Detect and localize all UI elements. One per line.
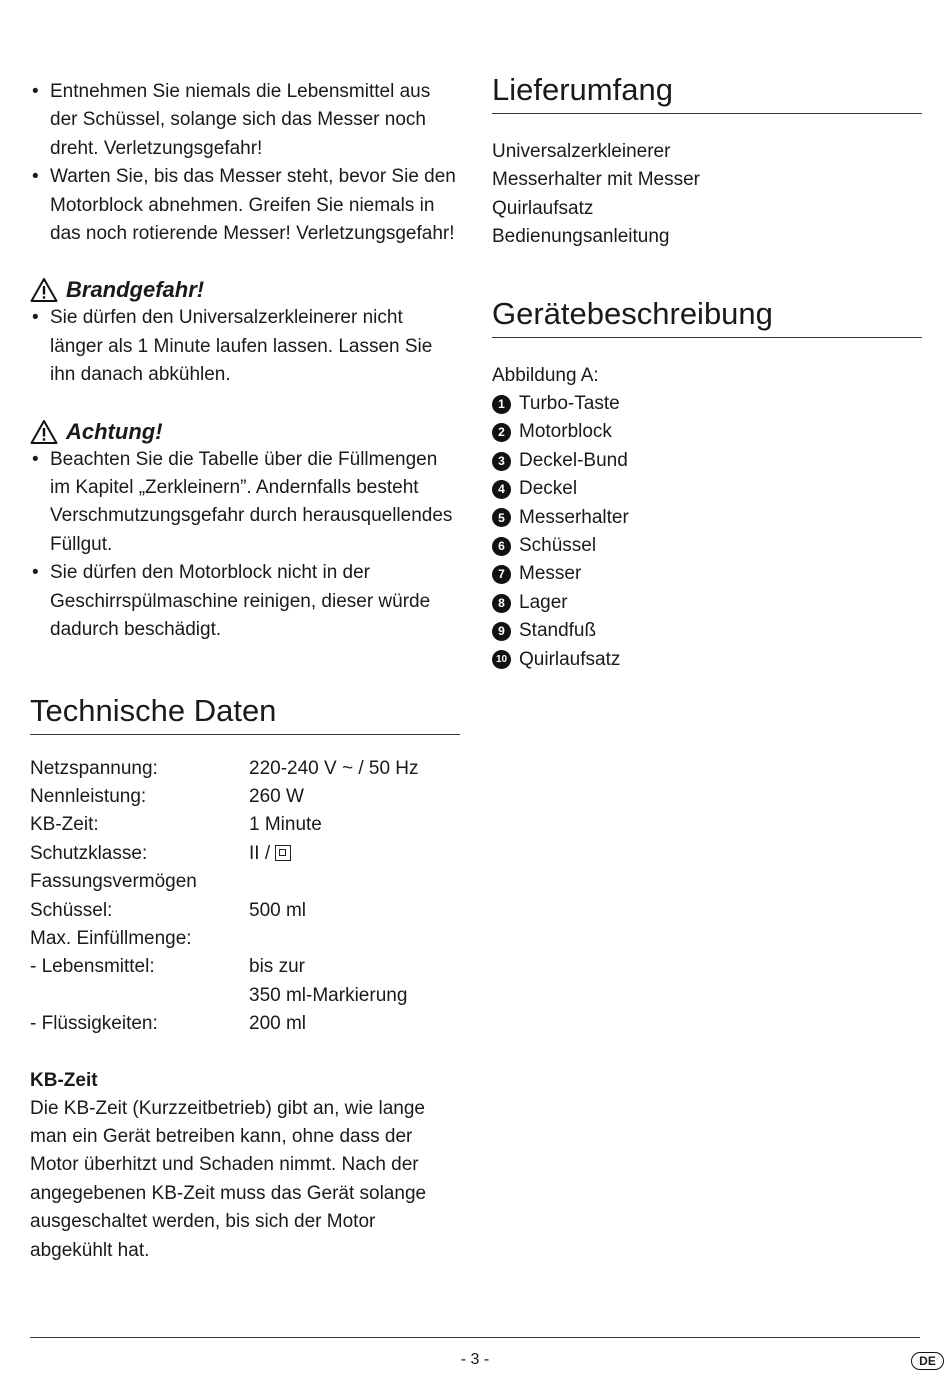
part-label: Schüssel	[519, 535, 597, 557]
number-badge-icon: 2	[492, 423, 511, 442]
list-item	[492, 418, 922, 446]
table-row	[30, 868, 419, 896]
list-item	[492, 447, 922, 475]
warning-title: Achtung!	[66, 418, 163, 444]
list-item	[492, 646, 922, 674]
section-heading-geraetebeschreibung: Gerätebeschreibung	[492, 294, 922, 338]
table-row	[30, 953, 419, 981]
bullet-item: • Warten Sie, bis das Messer steht, bevor Sie den Motorblock abnehmen. Greifen Sie niemals in das noch rotierende Messer! Verletzungsgefahr!	[30, 163, 460, 248]
list-item	[492, 560, 922, 588]
list-item	[492, 532, 922, 560]
spec-key: - Flüssigkeiten:	[30, 1013, 158, 1035]
table-row	[30, 1010, 419, 1038]
list-item: Bedienungsanleitung	[492, 226, 670, 248]
list-item	[492, 504, 922, 532]
achtung-heading	[30, 418, 460, 446]
number-badge-icon: 3	[492, 452, 511, 471]
table-row	[30, 755, 419, 783]
safety-bullets-top	[30, 78, 460, 248]
spec-value: 350 ml-Markierung	[249, 984, 408, 1006]
figure-intro: Abbildung A:	[492, 364, 599, 386]
brand-bullets	[30, 304, 460, 389]
bullet-item: • Sie dürfen den Universalzerkleinerer nicht länger als 1 Minute laufen lassen. Lassen Sie ihn danach abkühlen.	[30, 304, 460, 389]
kb-zeit-heading: KB-Zeit	[30, 1069, 98, 1091]
number-badge-icon: 1	[492, 395, 511, 414]
spec-value	[249, 868, 419, 896]
tech-specs-table	[30, 755, 419, 1039]
protection-class-ii-icon	[275, 845, 291, 861]
number-badge-icon: 9	[492, 622, 511, 641]
spec-key: Fassungsvermögen	[30, 871, 197, 893]
number-badge-icon: 8	[492, 594, 511, 613]
warning-triangle-icon	[30, 419, 58, 445]
table-row	[30, 925, 419, 953]
spec-key: Schüssel:	[30, 899, 113, 921]
table-row	[30, 897, 419, 925]
spec-key: KB-Zeit:	[30, 814, 99, 836]
part-label: Messer	[519, 563, 582, 585]
language-badge: DE	[911, 1352, 944, 1370]
right-column	[492, 70, 922, 674]
part-label: Motorblock	[519, 421, 612, 443]
list-item: Universalzerkleinerer	[492, 141, 671, 162]
part-label: Quirlaufsatz	[519, 648, 621, 670]
section-heading-lieferumfang: Lieferumfang	[492, 70, 922, 114]
warning-title: Brandgefahr!	[66, 277, 205, 303]
spec-value	[249, 925, 419, 953]
list-item	[492, 475, 922, 503]
achtung-bullets	[30, 446, 460, 645]
spec-value: 200 ml	[249, 1013, 307, 1035]
spec-key: Netzspannung:	[30, 757, 158, 779]
bullet-item: • Sie dürfen den Motorblock nicht in der Geschirrspülmaschine reinigen, dieser würde dadurch beschädigt.	[30, 559, 460, 644]
left-column	[30, 78, 460, 1265]
part-label: Turbo-Taste	[519, 393, 620, 415]
table-row	[30, 783, 419, 811]
spec-key: - Lebensmittel:	[30, 956, 155, 978]
kb-zeit-text: Die KB-Zeit (Kurzzeitbetrieb) gibt an, wie lange man ein Gerät betreiben kann, ohne dass der Motor überhitzt und Schaden nimmt. Nach der angegebenen KB-Zeit muss das Gerät solange ausgeschaltet werden, bis sich der Motor abgekühlt hat.	[30, 1097, 427, 1261]
section-heading-technische-daten: Technische Daten	[30, 691, 460, 735]
table-row	[30, 811, 419, 839]
number-badge-icon: 10	[492, 650, 511, 669]
table-row	[30, 982, 419, 1010]
list-item	[492, 390, 922, 418]
spec-key	[30, 982, 249, 1010]
part-label: Deckel	[519, 478, 578, 500]
spec-value: 220-240 V ~ / 50 Hz	[249, 757, 419, 779]
list-item: Quirlaufsatz	[492, 197, 594, 219]
spec-value: 1 Minute	[249, 814, 322, 836]
footer-divider	[30, 1337, 920, 1338]
warning-triangle-icon	[30, 277, 58, 303]
spec-key: Max. Einfüllmenge:	[30, 927, 192, 949]
part-label: Standfuß	[519, 620, 597, 642]
brandgefahr-heading	[30, 276, 460, 304]
spec-value-cell	[249, 840, 419, 868]
lieferumfang-list	[492, 138, 922, 252]
number-badge-icon: 6	[492, 537, 511, 556]
spec-key: Schutzklasse:	[30, 842, 148, 864]
spec-key: Nennleistung:	[30, 785, 147, 807]
number-badge-icon: 7	[492, 565, 511, 584]
geraet-list	[492, 362, 922, 674]
table-row	[30, 840, 419, 868]
page-number: - 3 -	[460, 1351, 490, 1368]
spec-value: II /	[249, 842, 271, 864]
number-badge-icon: 5	[492, 508, 511, 527]
bullet-item: • Beachten Sie die Tabelle über die Füllmengen im Kapitel „Zerkleinern”. Andernfalls besteht Verschmutzungsgefahr durch herausquellendes Füllgut.	[30, 446, 460, 560]
part-label: Lager	[519, 591, 568, 613]
list-item	[492, 617, 922, 645]
list-item	[492, 589, 922, 617]
spec-value: 260 W	[249, 785, 304, 807]
spec-value: 500 ml	[249, 899, 307, 921]
part-label: Messerhalter	[519, 506, 629, 528]
list-item: Messerhalter mit Messer	[492, 169, 700, 191]
number-badge-icon: 4	[492, 480, 511, 499]
bullet-item: • Entnehmen Sie niemals die Lebensmittel aus der Schüssel, solange sich das Messer noch dreht. Verletzungsgefahr!	[30, 78, 460, 163]
spec-value: bis zur	[249, 956, 305, 978]
part-label: Deckel-Bund	[519, 449, 628, 471]
